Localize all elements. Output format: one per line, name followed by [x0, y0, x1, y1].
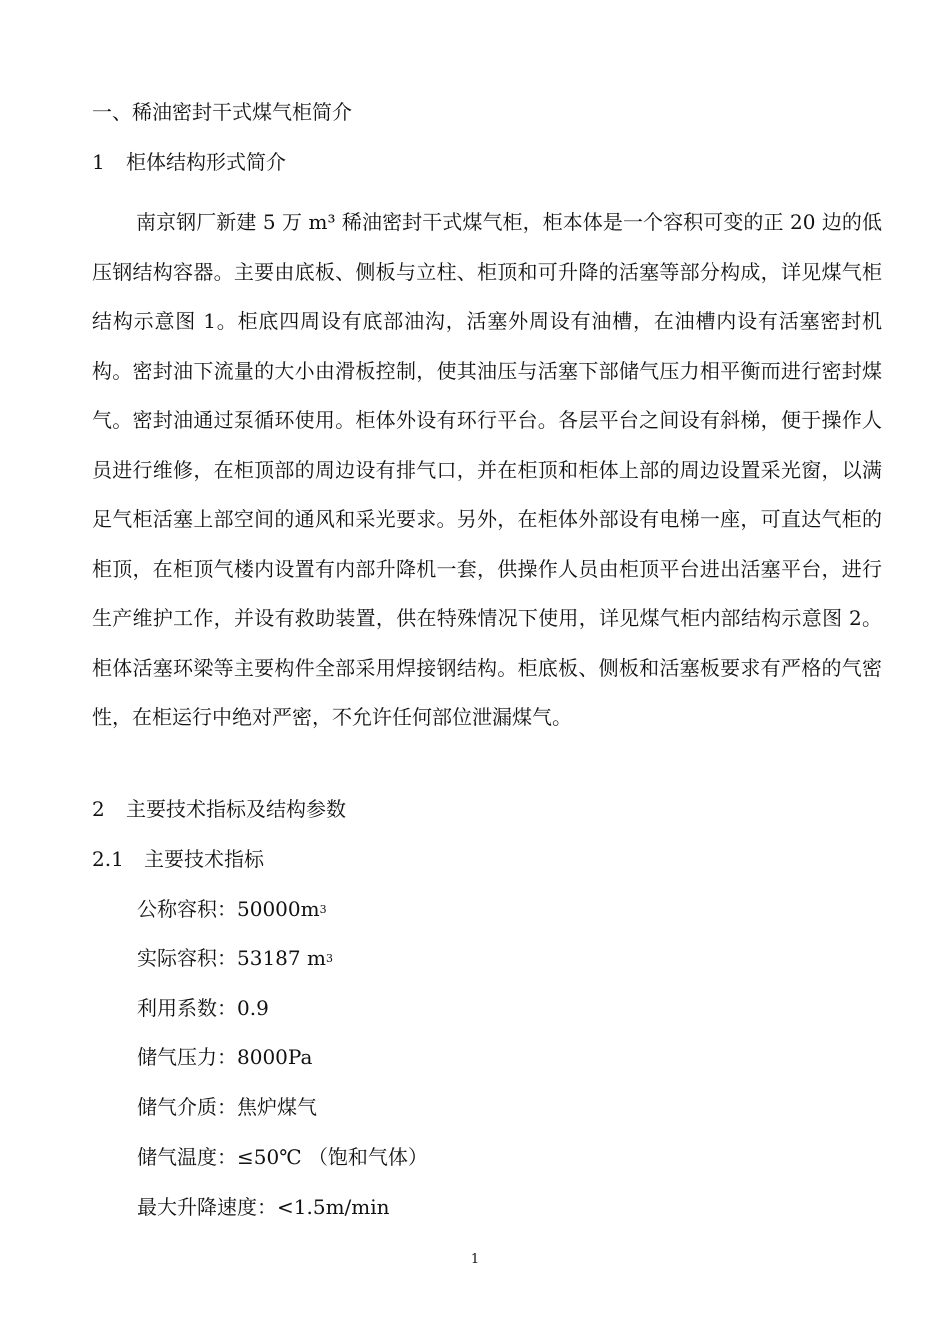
page-number: 1 [470, 1252, 480, 1267]
param-row [137, 1045, 312, 1069]
param-sup: 3 [325, 952, 333, 965]
section-title: 主要技术指标 [144, 847, 264, 871]
param-row [137, 1195, 390, 1219]
section-1-heading [92, 150, 286, 174]
section-number: 2.1 [92, 847, 124, 871]
param-sup: 3 [319, 903, 327, 916]
section-number: 2 [92, 797, 105, 821]
param-value: ≤50℃ （饱和气体） [237, 1145, 428, 1169]
param-label: 实际容积： [137, 946, 237, 970]
param-row [137, 946, 333, 971]
section-2-heading [92, 797, 346, 821]
param-row [137, 897, 327, 922]
param-value: 53187 m [237, 946, 326, 970]
param-value: <1.5m/min [277, 1195, 390, 1219]
heading-1: 一、稀油密封干式煤气柜简介 [92, 100, 352, 124]
param-label: 最大升降速度： [137, 1195, 277, 1219]
param-row [137, 996, 269, 1020]
param-row [137, 1095, 317, 1119]
body-paragraph: 南京钢厂新建 5 万 m³ 稀油密封干式煤气柜，柜本体是一个容积可变的正 20 边的低压钢结构容器。主要由底板、侧板与立柱、柜顶和可升降的活塞等部分构成，详见煤气柜结构示意图 1。柜底四周设有底部油沟，活塞外周设有油槽，在油槽内设有活塞密封机构。密封油下流量的大小由滑板控制，使其油压与活塞下部储气压力相平衡而进行密封煤气。密封油通过泵循环使用。柜体外设有环行平台。各层平台之间设有斜梯，便于操作人员进行维修，在柜顶部的周边设有排气口，并在柜顶和柜体上部的周边设置采光窗，以满足气柜活塞上部空间的通风和采光要求。另外，在柜体外部设有电梯一座，可直达气柜的柜顶，在柜顶气楼内设置有内部升降机一套，供操作人员由柜顶平台进出活塞平台，进行生产维护工作，并设有救助装置，供在特殊情况下使用，详见煤气柜内部结构示意图 2。柜体活塞环梁等主要构件全部采用焊接钢结构。柜底板、侧板和活塞板要求有严格的气密性，在柜运行中绝对严密，不允许任何部位泄漏煤气。 [92, 210, 882, 729]
section-2-1-heading [92, 847, 264, 871]
param-label: 利用系数： [137, 996, 237, 1020]
param-value: 50000m [237, 897, 320, 921]
section-title: 主要技术指标及结构参数 [126, 797, 346, 821]
section-number: 1 [92, 150, 105, 174]
param-label: 储气温度： [137, 1145, 237, 1169]
param-value: 8000Pa [237, 1045, 313, 1069]
param-value: 焦炉煤气 [237, 1095, 317, 1119]
param-label: 储气介质： [137, 1095, 237, 1119]
param-row [137, 1145, 428, 1169]
section-title: 柜体结构形式简介 [126, 150, 286, 174]
param-label: 公称容积： [137, 897, 237, 921]
param-value: 0.9 [237, 996, 269, 1020]
param-label: 储气压力： [137, 1045, 237, 1069]
